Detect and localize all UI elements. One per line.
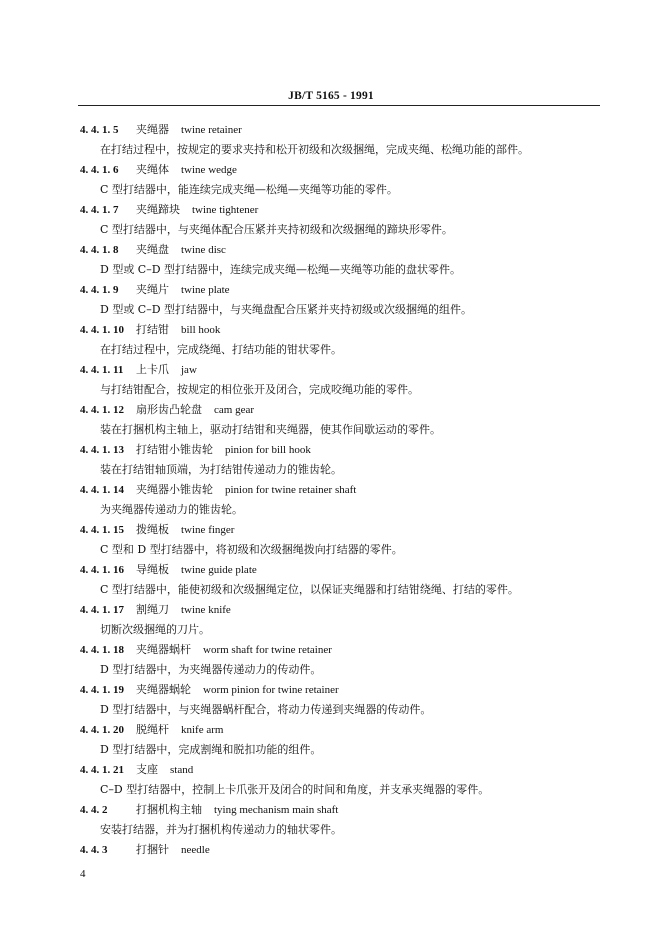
term-chinese: 拨绳板 [136,523,169,536]
term-entries [80,120,600,860]
term-heading [80,400,600,420]
term-english: pinion for twine retainer shaft [225,484,357,496]
term-heading [80,600,600,620]
term-definition: C 型打结器中，能使初级和次级捆绳定位，以保证夹绳器和打结钳绕绳、打结的零件。 [100,583,519,596]
term-definition: 安装打结器，并为打捆机构传递动力的轴状零件。 [100,823,342,836]
term-english: knife arm [181,724,224,736]
term-chinese: 割绳刀 [136,603,169,616]
term-definition: C 型和 D 型打结器中，将初级和次级捆绳拨向打结器的零件。 [100,543,403,556]
term-definition: 装在打结钳轴顶端，为打结钳传递动力的锥齿轮。 [100,463,342,476]
term-number: 4. 4. 1. 10 [80,324,124,336]
term-heading [80,320,600,340]
term-chinese: 支座 [136,763,158,776]
term-number: 4. 4. 1. 21 [80,764,124,776]
term-definition: D 型打结器中，完成割绳和脱扣功能的组件。 [100,743,322,756]
term-heading [80,560,600,580]
term-definition: 为夹绳器传递动力的锥齿轮。 [100,503,243,516]
term-english: twine wedge [181,164,237,176]
term-english: pinion for bill hook [225,444,311,456]
term-chinese: 夹绳盘 [136,243,169,256]
term-chinese: 打捆针 [136,843,169,856]
term-chinese: 夹绳器小锥齿轮 [136,483,213,496]
term-number: 4. 4. 1. 12 [80,404,124,416]
term-definition: D 型打结器中，为夹绳器传递动力的传动件。 [100,663,322,676]
term-heading [80,160,600,180]
term-english: bill hook [181,324,221,336]
term-number: 4. 4. 3 [80,844,108,856]
term-definition: C 型打结器中，与夹绳体配合压紧并夹持初级和次级捆绳的蹄块形零件。 [100,223,453,236]
term-number: 4. 4. 2 [80,804,108,816]
term-number: 4. 4. 1. 20 [80,724,124,736]
term-english: jaw [181,364,197,376]
term-chinese: 夹绳器蜗轮 [136,683,191,696]
term-english: tying mechanism main shaft [214,804,339,816]
term-number: 4. 4. 1. 18 [80,644,124,656]
term-chinese: 上卡爪 [136,363,169,376]
term-chinese: 打结钳 [136,323,169,336]
term-number: 4. 4. 1. 8 [80,244,119,256]
term-heading [80,200,600,220]
document-header: JB/T 5165 - 1991 [288,90,374,102]
term-english: twine disc [181,244,226,256]
header-rule [78,105,600,106]
term-english: twine plate [181,284,230,296]
term-english: twine tightener [192,204,259,216]
term-heading [80,240,600,260]
term-definition: D 型或 C–D 型打结器中，连续完成夹绳—松绳—夹绳等功能的盘状零件。 [100,263,462,276]
term-chinese: 夹绳器蜗杆 [136,643,191,656]
term-chinese: 打捆机构主轴 [136,803,202,816]
term-heading [80,520,600,540]
term-chinese: 夹绳体 [136,163,169,176]
term-chinese: 导绳板 [136,563,169,576]
term-number: 4. 4. 1. 15 [80,524,124,536]
term-number: 4. 4. 1. 7 [80,204,119,216]
term-heading [80,760,600,780]
term-english: twine knife [181,604,231,616]
term-english: twine guide plate [181,564,257,576]
term-definition: D 型或 C–D 型打结器中，与夹绳盘配合压紧并夹持初级或次级捆绳的组件。 [100,303,473,316]
term-definition: C–D 型打结器中，控制上卡爪张开及闭合的时间和角度，并支承夹绳器的零件。 [100,783,490,796]
term-chinese: 夹绳器 [136,123,169,136]
term-number: 4. 4. 1. 19 [80,684,124,696]
term-number: 4. 4. 1. 6 [80,164,119,176]
term-heading [80,440,600,460]
term-heading [80,800,600,820]
term-chinese: 夹绳片 [136,283,169,296]
term-number: 4. 4. 1. 14 [80,484,124,496]
term-definition: 在打结过程中，完成绕绳、打结功能的钳状零件。 [100,343,342,356]
term-heading [80,640,600,660]
term-number: 4. 4. 1. 11 [80,364,124,376]
term-english: twine retainer [181,124,242,136]
term-chinese: 脱绳杆 [136,723,169,736]
term-heading [80,720,600,740]
term-definition: 在打结过程中，按规定的要求夹持和松开初级和次级捆绳，完成夹绳、松绳功能的部件。 [100,143,529,156]
term-number: 4. 4. 1. 17 [80,604,124,616]
term-english: cam gear [214,404,254,416]
term-heading [80,680,600,700]
term-heading [80,360,600,380]
term-heading [80,480,600,500]
term-chinese: 打结钳小锥齿轮 [136,443,213,456]
term-definition: C 型打结器中，能连续完成夹绳—松绳—夹绳等功能的零件。 [100,183,398,196]
term-number: 4. 4. 1. 16 [80,564,124,576]
term-definition: 与打结钳配合，按规定的相位张开及闭合，完成咬绳功能的零件。 [100,383,419,396]
term-english: twine finger [181,524,235,536]
term-heading [80,280,600,300]
page-number: 4 [80,868,86,880]
term-number: 4. 4. 1. 13 [80,444,124,456]
term-definition: D 型打结器中，与夹绳器蜗杆配合，将动力传递到夹绳器的传动件。 [100,703,432,716]
term-definition: 装在打捆机构主轴上，驱动打结钳和夹绳器，使其作间歇运动的零件。 [100,423,441,436]
term-heading [80,120,600,140]
term-english: worm pinion for twine retainer [203,684,339,696]
term-chinese: 扇形齿凸轮盘 [136,403,202,416]
term-number: 4. 4. 1. 5 [80,124,119,136]
term-number: 4. 4. 1. 9 [80,284,119,296]
term-heading [80,840,600,860]
term-definition: 切断次级捆绳的刀片。 [100,623,210,636]
term-english: worm shaft for twine retainer [203,644,332,656]
term-english: needle [181,844,210,856]
term-english: stand [170,764,194,776]
term-chinese: 夹绳蹄块 [136,203,180,216]
